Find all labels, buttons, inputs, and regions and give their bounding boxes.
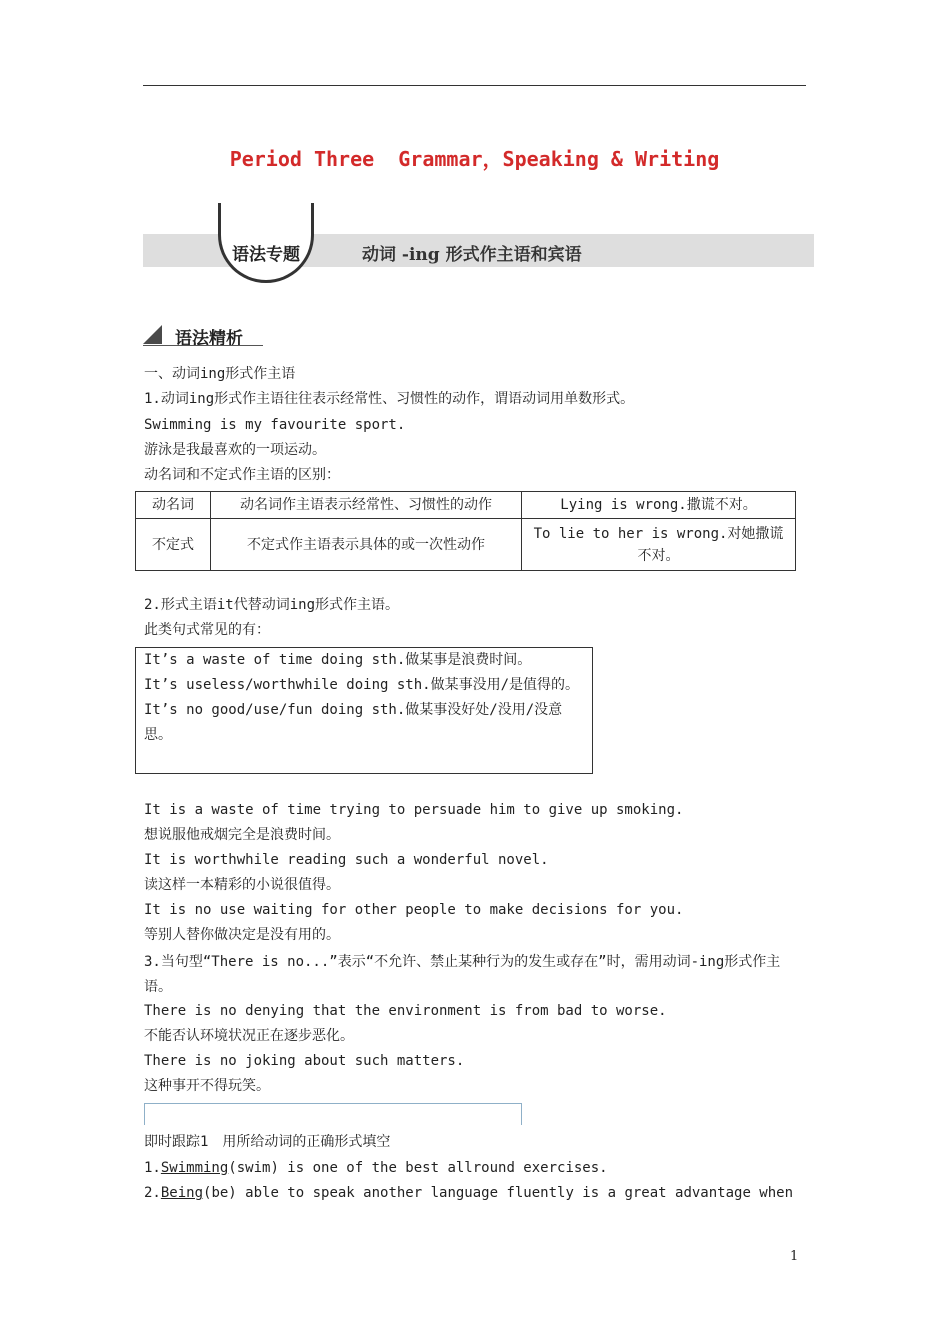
table-row <box>136 519 796 571</box>
pattern-line: It’s useless/worthwhile doing sth.做某事没用/是值得的。 <box>144 677 580 693</box>
example-cn: 读这样一本精彩的小说很值得。 <box>144 877 340 893</box>
example-cn: 等别人替你做决定是没有用的。 <box>144 927 340 943</box>
table-cell-type: 不定式 <box>136 519 211 571</box>
table-cell-example: To lie to her is wrong.对她撒谎不对。 <box>522 519 796 571</box>
pattern-line: It’s no good/use/fun doing sth.做某事没好处/没用/没意思。 <box>144 702 563 743</box>
table-cell-desc: 动名词作主语表示经常性、习惯性的动作 <box>211 492 522 519</box>
banner-badge-label: 语法专题 <box>232 245 300 265</box>
example-en: There is no joking about such matters. <box>144 1053 465 1069</box>
point2: 2.形式主语it代替动词ing形式作主语。 <box>144 597 400 613</box>
pattern-line: It’s a waste of time doing sth.做某事是浪费时间。 <box>144 652 532 668</box>
example-cn: 不能否认环境状况正在逐步恶化。 <box>144 1028 354 1044</box>
answer-blank: Swimming <box>160 1160 229 1176</box>
example-en: It is worthwhile reading such a wonderful novel. <box>144 852 549 868</box>
section-marker-icon <box>143 325 162 344</box>
point3: 3.当句型“There is no...”表示“不允许、禁止某种行为的发生或存在”时，需用动词-ing形式作主语。 <box>144 954 781 995</box>
point1: 1.动词ing形式作主语往往表示经常性、习惯性的动作，谓语动词用单数形式。 <box>144 391 635 407</box>
section-heading: 语法精析 <box>175 329 243 349</box>
example-cn: 游泳是我最喜欢的一项运动。 <box>144 442 326 458</box>
example-cn: 这种事开不得玩笑。 <box>144 1078 270 1094</box>
example-en: There is no denying that the environment is from bad to worse. <box>144 1003 667 1019</box>
item-number: 1. <box>144 1160 161 1176</box>
answer-blank: Being <box>160 1185 204 1201</box>
patterns-box <box>135 647 593 774</box>
example-en: It is no use waiting for other people to make decisions for you. <box>144 902 684 918</box>
page-number: 1 <box>790 1249 799 1264</box>
exercise-item <box>144 1183 793 1203</box>
example-en: It is a waste of time trying to persuade him to give up smoking. <box>144 802 684 818</box>
comparison-table <box>135 491 796 571</box>
item-number: 2. <box>144 1185 161 1201</box>
section-underline <box>143 345 263 346</box>
exercise-item <box>144 1158 608 1178</box>
patterns-label: 此类句式常见的有： <box>144 622 270 638</box>
header-rule <box>143 85 806 86</box>
diff-label: 动名词和不定式作主语的区别： <box>144 467 340 483</box>
item-text: (swim) is one of the best allround exercises. <box>228 1160 608 1176</box>
table-row <box>136 492 796 519</box>
banner-topic: 动词 -ing 形式作主语和宾语 <box>362 245 582 265</box>
exercise-title: 即时跟踪1 用所给动词的正确形式填空 <box>144 1134 391 1150</box>
part1-heading: 一、动词ing形式作主语 <box>144 366 296 382</box>
table-cell-type: 动名词 <box>136 492 211 519</box>
example-cn: 想说服他戒烟完全是浪费时间。 <box>144 827 340 843</box>
example-en: Swimming is my favourite sport. <box>144 417 406 433</box>
table-cell-example: Lying is wrong.撒谎不对。 <box>522 492 796 519</box>
item-text: (be) able to speak another language fluently is a great advantage when <box>203 1185 794 1201</box>
table-cell-desc: 不定式作主语表示具体的或一次性动作 <box>211 519 522 571</box>
exercise-frame <box>144 1103 522 1125</box>
page-title: Period Three Grammar，Speaking & Writing <box>229 147 720 171</box>
